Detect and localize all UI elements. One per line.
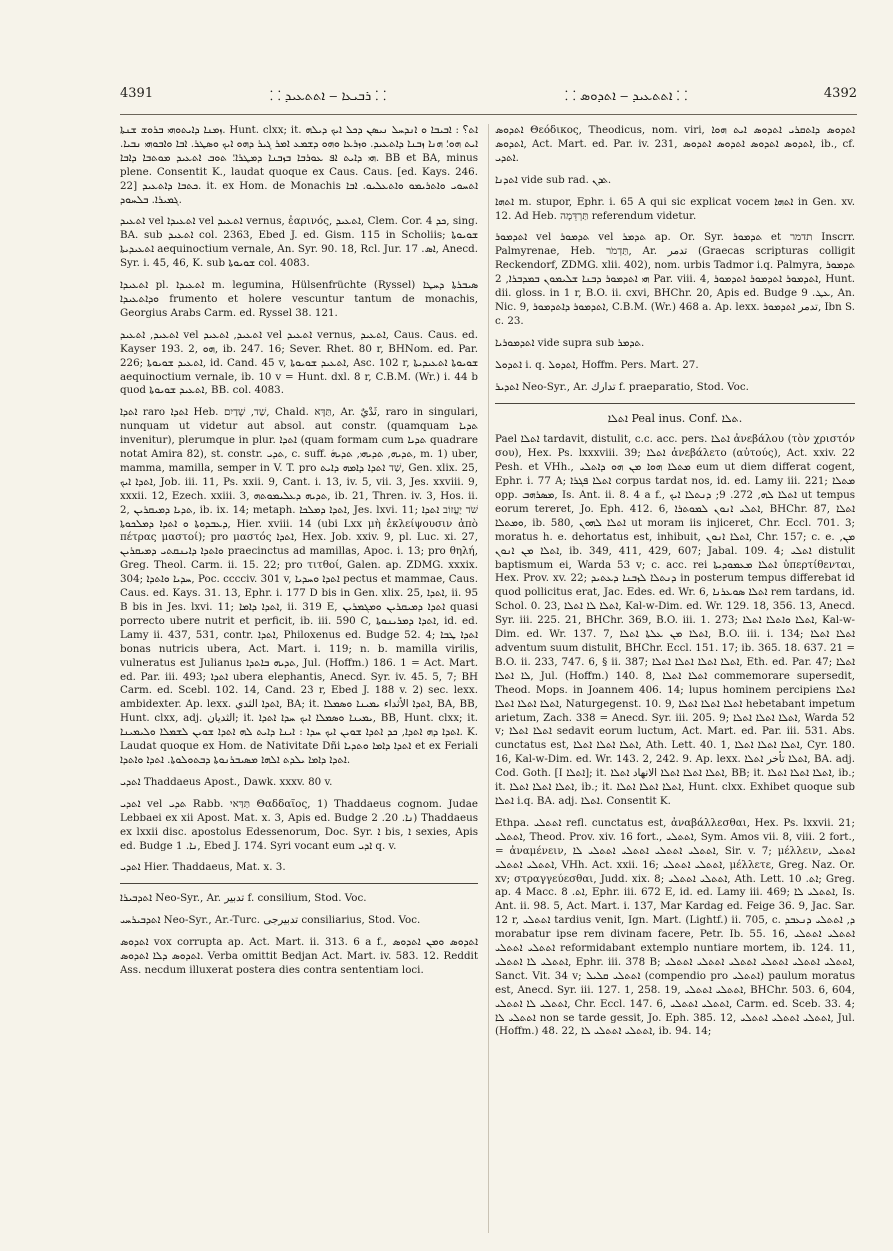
entry: ܐܬܥܝܕ vel ܐܬܥܝܕܐ vel ܐܬܥܝܕ vernus, ἐαρινός, ܐܬܥܝܕ, Clem. Cor. ܟܕ 4, sing. BA. sub ܐܬܥܝܕ col. 2363, Ebed J. ed. Gism. 115 in Scholiis; ܫܘܝܘܬܐ ܐܬܥܝܕܝܬܐ aequinoctium vernale, An. Syr. 90. 18, Rcl. Jur. ܐܣ. 17, Anecd. Syr. i. 45, 46, K. sub ܫܘܝܘܬܐ col. 4083. — [120, 215, 478, 270]
entry: ܐܬܕܘܣ Θεόδικος, Theodicus, nom. viri, ܐܬܕܘܣ ܕܐܬܩܪܝ ܐܬܕܘܣ ܐܝܬ ܗܘܐ ܐܬܕܘܣ, Act. Mart. ed. Par. iv. 231, ܐܬܕܘܣ ܐܬܕܘܣ ܐܬܕܘܣ ܐܬܕܘܣ, ib., cf. ܐܬܕܝ. — [495, 124, 855, 164]
entry: Ethpa. ܐܬܬܠܝ refl. cunctatus est, ἀναβάλλεσθαι, Hex. Ps. lxxvii. 21; ܐܬܬܠܝ, Theod. Prov. xiv. 16 fort., ܐܬܬܠܝ, Sym. Amos vii. 8, viii. 2 fort., = ἀναμένειν, ܐܬܬܠܝ ܐܬܬܠܝ ܐܬܬܠܝ ܐܬܬܠܝ ܠܐ, Sir. v. 7; μέλλειν, ܐܬܬܠܝ ܐܬܬܠܝ ܐܬܬܠܝ, VHh. Act. xxii. 16; ܐܬܬܠܝ ܐܬܬܠܝ, μέλλετε, Greg. Naz. Or. xv; στραγγεύεσθαι, Judd. xix. 8; ܐܬܬܠܝ ܐܬܬܠܝ, Ath. Lett. ܐܬ. 10; Greg. ap. 4 Macc. ܐܬ. 8, Ephr. iii. 672 E, id. ed. Lamy iii. 469; ܐܬܬܠܝ ܠܐ, Is. Ant. ii. 98. 5, Act. Mart. i. 137, Mar Kardag ed. Feige 36. 9, Jac. Sar. 12 r, ܐܬܬܠܝ tardius venit, Ign. Mart. (Lightf.) ii. 705, c. ܕ, ܐܬܬܠܝ ܕܢܥܒܕ morabatur ipse rem divinam facere, Petr. Ib. 55. 16, ܐܬܬܠܝ ܐܬܬܠܝ ܐܬܬܠܝ ܐܬܬܠܝ reformidabant extemplo nuntiare mortem, ib. 124. 11, ܐܬܬܠܝ ܠܐ ܐܬܬܠܝ, Ephr. iii. 378 B; ܐܬܬܠܝ ܐܬܬܠܝ ܐܬܬܠܝ ܐܬܬܠܝ ܐܬܬܠܝ ܐܬܬܠܝ, Sanct. Vit. 34 v; ܐܬܬܠܝ ܩܠܝܠ (compendio pro ܐܬܬܠܝ) paulum moratus est, Anecd. Syr. iii. 127. 1, 258. 19, ܐܬܬܠܝ ܐܬܬܠܝ, BHChr. 503. 6, 604, ܐܬܬܠܝ ܠܐ ܐܬܬܠܝ, Chr. Eccl. 147. 6, ܐܬܬܠܝ ܐܬܬܠܝ, Carm. ed. Sceb. 33. 4; ܐܬܬܠܝ ܠܐ non se tarde gessit, Jo. Eph. 385. 12, ܐܬܬܠܝ ܐܬܬܠܝ ܐܬܬܠܝ, Jul. (Hoffm.) 48. 22, ܐܬܬܠܝ ܐܬܬܠܝ ܠܐ, ib. 94. 14; — [495, 816, 855, 1038]
section-rule — [120, 883, 478, 884]
entry: ܐܬܕܘܣ vox corrupta ap. Act. Mart. ii. 313. 6 a f., ܐܬܕܘܣ ܘܡܢ ܐܬܕܘܣ ܐܬܕܘܣ ܕܠܐ ܐܬܕܘܣ. Verba omittit Bedjan Act. Mart. iv. 583. 12. Reddit Ass. necdum illuxerat postera dies contra sententiam loci. — [120, 936, 478, 976]
running-header — [120, 86, 857, 108]
page-number-left: 4391 — [120, 86, 154, 101]
entry: ܐܬܕܒܝܪܐ Neo-Syr., Ar. تدبير f. consilium, Stod. Voc. — [120, 892, 367, 905]
entry: ܐܬܕܒܝܪܚܝ Neo-Syr., Ar.-Turc. تدبيرجى consiliarius, Stod. Voc. — [120, 914, 421, 927]
section-rule — [495, 403, 855, 404]
entry: ܐܬܕܡܘܪܝܐ vide supra sub ܬܕܡܪ. — [495, 336, 645, 349]
entry: ܐܬܗܐ m. stupor, Ephr. i. 65 A qui sic explicat vocem ܐܬܗܐ in Gen. xv. 12. Ad Heb. תַּרְדֵּמָה referendum videtur. — [495, 195, 855, 222]
entry: ܐܬܕܘܠ i. q. ܐܬܕܘܠ, Hoffm. Pers. Mart. 27. — [495, 358, 699, 371]
entry: ܐܬܕܝ Thaddaeus Apost., Dawk. xxxv. 80 v. — [120, 775, 333, 788]
left-column — [120, 124, 478, 1233]
entry: ܐܬܥܝܕܐ pl. ܐܬܥܝܕܐ m. legumina, Hülsenfrüchte (Ryssel) ܣܝܒܪܬܐ ܕܚܛܐ ܘܕܐܬܥܝܕܐ frumento et holere vescuntur tantum de monachis, Georgius Arabs Carm. ed. Ryssel 38. 121. — [120, 279, 478, 319]
entry: ܐܬܥܝܕ, ܐܬܥܝܕ vel ܐܬܥܝܕ, ܐܬܥܝܕ vel ܐܬܥܝܕ vernus, ܐܬܥܝܕ, Caus. Caus. ed. Kayser 193. 2, ܗܘ, ib. 247. 16; Sever. Rhet. 80 r, BHNom. ed. Par. 226; ܐܬܥܝܕ ܫܘܝܘܬܐ, id. Cand. 45 v, ܐܬܥܝܕ ܫܘܝܘܬܐ, Asc. 102 r, ܫܘܝܘܬܐ ܐܬܥܝܕܝܬܐ aequinoctium vernale, ib. 10 v = Hunt. dxl. 8 r, C.B.M. (Wr.) i. 44 b quod ܐܬܥܝܕ ܫܘܝܘܬܐ, BB. col. 4083. — [120, 328, 478, 397]
entry: ܐܬܕܡܘܪ vel ܬܕܡܘܪ vel ܬܕܡܪ ap. Or. Syr. ܬܕܡܘܪ et תדמר Inscrr. Palmyrenae, Heb. תַּדְמֹר, Ar. تدمر (Graecas scripturas colligit Reckendorf, ZDMG. xlii. 402), nom. urbis Tadmor i.q. Palmyra, ܬܕܡܘܪ ܗܝ ܐܬܕܡܘܪ ܕܒܢܐ ܫܠܝܡܘܢ ܒܡܕܒܪܐ, 2 Par. viii. 4, ܐܬܕܡܘܪ ܐܬܕܡܘܪ ܐܬܕܡܘܪ, Hunt. dii. gloss. in 1 r, B.O. ii. cxvi, BHChr. 20, Apis ed. Budge ܥܛ. 9, An. Nic. 9, ܐܬܕܡܘܪ ܕܐܬܕܡܘܪ, C.B.M. (Wr.) 468 a. Ap. lexx. تدمر ܐܬܕܡܘܪ, Ibn S. c. 23. — [495, 231, 855, 327]
right-column — [495, 124, 855, 1233]
entry: ܐܬܕܢܐ vide sub rad. ܬܕܢ. — [495, 173, 612, 186]
entry: ܐܬܕܝܪ Neo-Syr., Ar. تدارك f. praeparatio, Stod. Voc. — [495, 380, 749, 393]
header-rule — [120, 114, 857, 115]
entry: ܙܡܢܐ ܕܐܝܬܘܗܝ ܒܪܘܫ ܫܢܬܐ. Hunt. clxx; it. ܐܬ؟ : ܐܒܝܒܐ ܘ ܐܢܕܚܠ ܢܝܣܢ ܕܟܠ ܐܝܟ ܕܝܠܗ ܐܝܬ ܗܘ؛ ܗܢܐ ܙܒܢܐ ܕܐܬܥܝܕ. ܘܙܪܥܐ ܘܗܘ ܕܫܡܥ ܐܡܪ ܓܝܪ ܕܗܘ ܐܝܟ ܘܣܛܪ. ܐܒܐ ܘܐܒܘܗܝ ܢܒܝܐ. ܗܝ ܕܐܝܬ ܐܦ ܥܘܪܒܐ ܒܙܒܢܐ ܕܡܛܪܐ؛ ܬܘܒ ܐܬܥܝܕ ܡܘܬܒܐ ܕܐܒܐ. BB et BA, minus plene. Consentit K., laudat quoque ex Caus. Caus. [ed. Kays. 246. 22] ܟܬܒܐ ܕܐܬܥܝܕ. it. ex Hom. de Monachis ܐܬܚܘܝ ܘܐܬܪܝܡܘ ܘܐܬܥܠܝܘ. ܐܒܐ ܓܡܝܪܐ. ܒܠܚܘܕ. — [120, 124, 478, 206]
entry: ܐܬܕܝ Hier. Thaddaeus, Mat. x. 3. — [120, 861, 286, 874]
entry: ܐܬܕܐ raro ܐܬܕܐ Heb. שַׁד, שָׁדַיִם, Chald. תַּדָּא, Ar. ثَدْيٌ, raro in singulari, nunquam ut videtur aut absol. aut constr. (quamquam ܬܕܝܐ invenitur), plerumque in plur. ܐܬܕܐ (quam formam cum ܬܕܝܐ quadrare notat Amira 82), st. constr. ܬܕܝ, c. suff. ܬܕܝܗ, ܬܕܝܗܝ, ܬܕܝܗܿ, m. 1) uber, mamma, mamilla, semper in V. T. pro שַׁד ܐܬܕܐ ܕܐܡܗ ܕܐܝܬ, Gen. xlix. 25, ܐܬܕܐ ܐܝܟ, Job. iii. 11, Ps. xxii. 9, Cant. i. 13, iv. 5, vii. 3, Jes. xxviii. 9, xxxii. 12, Ezech. xxiii. 3, ܬܕܝܗ ܕܥܠܝܡܘܬܗ, ib. 21, Thren. iv. 3, Hos. ii. 2, ܬܕܝܐ ܕܡܝܩܪܝܢ, ib. ix. 14; metaph. ܐܬܕܐ ܕܡܠܟܐ, Jes. lxvi. 11; שֹׁד יַעֲזוֹב ܐܬܕܐ ܕܥܒܕܘܬܐ ܘ ܐܬܕܐ ܕܡܠܟܘܬܐ, Hier. xviii. 14 (ubi Lxx μὴ ἐκλείψουσιν ἀπὸ πέτρας μαστοί); pro μαστός ܐܬܕܐ, Hex. Job. xxiv. 9, pl. Luc. xi. 27, ܘܐܬܕܐ ܕܐܝܢܩܬܝ ܕܡܝܩܪܝܢ praecinctus ad mamillas, Apoc. i. 13; pro θηλή, Greg. Theol. Carm. ii. 15. 22; pro τιτθοί, Galen. ap. ZDMG. xxxix. 304; ܚܕܝܐ ܘܐܬܕܐ, Poc. cccciv. 301 v, ܐܬܕܐ ܘܚܕܝܐ pectus et mammae, Caus. Caus. ed. Kays. 31. 13, Ephr. i. 177 D bis in Gen. xlix. 25, ܐܬܕܐ, ii. 95 B bis in Jes. lxvi. 11; ܐܬܕܐ ܕܐܡܐ, ii. 319 E, ܐܬܕܐ ܕܡܝܩܪܝܢ ܘܡܓܡܪܝܢ quasi porrecto ubere nutrit et perficit, ib. iii. 590 C, ܐܬܕܐ ܕܡܪܝܢܘܬܐ, id. ed. Lamy ii. 437, 531, contr. ܐܬܕܐ, Philoxenus ed. Budge 52. 4; ܐܬܕܐ ܛܒܐ bonas nutricis ubera, Act. Mart. i. 119; n. b. mamilla virilis, vulneratus est Julianus ܬܕܝܗ ܒܐܬܕܐ, Jul. (Hoffm.) 186. 1 = Act. Mart. ed. Par. iii. 493; ܐܬܕܐ ubera elephantis, Anecd. Syr. iv. 45. 5, 7; BH Carm. ed. Scebl. 102. 14, Cand. 23 r, Ebed J. 188 v. 2) sec. lexx. ambidexter. Ap. lexx. ܐܬܕܐ الثدي, BA; it. ܐܬܕܐ الأثداء ܝܡܝܢܐ ܘܣܡܠܐ, BA, BB, Hunt. clxx, adj. الثديان; it. ܝܡܝܢܐ ܘܣܡܠܐ ܐܝܟ ܚܕܐ ܐܬܕܐ, BB, Hunt. clxx; it. ܐܬܕܐ ܕܗ ܐܬܕܐ, ܟܕ ܐܬܕܐ ܫܘܝܢ ܐܝܟ ܚܕܐ : ܐܝܢܐ ܕܐܝܬ ܠܗ ܐܬܕܐ ܫܘܝܢ ܠܫܡܠܐ ܘܠܝܡܝܢܐ. K. Laudat quoque ex Hom. de Nativitate Dñi ܐܬܕܐ ܕܐܡܐ ܘܬܕܝܐ et ex Feriali ܐܬܕܐ ܕܐܡܐ ܝܠܕܬ ܐܠܗܐ ܡܣܝܒܪܢܘܬܐ ܕܒܬܘܠܘܬܐ. ܐܬܕܐ ܘܐܬܕܐ. — [120, 406, 478, 766]
page-number-right: 4392 — [823, 86, 857, 101]
running-title-left: ⸬ ܪܒܝܥܐ ‒ ܐܬܬܥܝܕ ⸬ — [270, 89, 387, 104]
entry: ܐܬܕܝ vel ܬܕܝ Rabb. תַּדַּאי Θαδδαῖος, 1) Thaddaeus cognom. Judae Lebbaei ex xii Apost. Mat. x. 3, Apis ed. Budge ܢܐ. 20. 2) Thaddaeus ex lxxii disc. apostolus Edessenorum, Doc. Syr. ܐ bis, ܐ sexies, Apis ed. Budge ܢܐ. 1, Ebed J. 174. Syri vocant eum ܐܕܝ q. v. — [120, 797, 478, 852]
column-divider — [488, 124, 489, 1233]
running-title-right: ⸬ ܐܬܬܥܝܕ ‒ ܐܬܕܘܣ ⸬ — [565, 89, 688, 104]
root-heading: ܐܬܠܐ Peal inus. Conf. ܬܠܐ. — [607, 411, 743, 425]
entry: Pael ܐܬܠܐ tardavit, distulit, c.c. acc. pers. ܐܬܠܐ ἀνεβάλου (τὸν χριστόν σου), Hex. Ps. lxxxviii. 39; ܐܬܠܐ ἀνεβάλετο (αὐτούς), Act. xxiv. 22 Pesh. et VHh., ܡܬܠܐ ܗܘܐ ܡܢ ܗܘ ܕܐܬܠܝ eum ut diem differat cogent, Ephr. i. 77 A; ܐܬܠܐ ܦܓܪܐ corpus tardat nos, id. ed. Lamy iii. 221; ܡܬܠܐ opp. ܡܣܪܗܒ, Is. Ant. ii. 8. 4 a f., ܐܬܠܐ ܠܗ, 272. 9; ܕܢܬܠܐ ܐܝܟ ut tempus eorum tereret, Jo. Eph. 412. 6, ܐܬܠܝ ܐܢܘܢ ܠܡܘܬܪܐ, BHChr. 87, ܐܬܠܐ ܘܡܬܠܐ, ib. 580, ܐܬܠܐ ܠܗܘܢ ut moram iis injiceret, Chr. Eccl. 701. 3; moratus h. e. dehortatus est, inhibuit, ܐܬܠܐ ܐܢܘܢ, Chr. 157; c. e. ܡܢ, ܐܬܠܐ ܡܢ ܐܢܘܢ, ib. 349, 411, 429, 607; Jabal. 109. 4; ܐܬܠܝ distulit baptismum ei, Warda 53 v; c. acc. rei ܐܬܠܐ ܡܥܡܘܕܝܬܐ ὑπερτίθενται, Hex. Prov. xv. 22; ܕܢܬܠܐ ܠܙܒܢܐ ܕܥܬܝܕ in posterum tempus differebat id quod pollicitus erat, Jac. Edes. ed. Wr. 6, ܐܬܠܐ ܣܘܥܪܢܐ rem tardans, id. Schol. 0. 23, ܐܬܠܐ ܠܐ ܐܬܠܐ, Kal-w-Dim. ed. Wr. 129. 18, 356. 13, Anecd. Syr. iii. 225. 21, BHChr. 369, B.O. iii. 1. 273; ܐܬܠܐ ܘܐܬܠܐ ܐܬܠܐ, Kal-w-Dim. ed. Wr. 137. 7, ܐܬܠܐ ܡܢ ܥܠܬܐ ܐܬܠܐ, B.O. iii. i. 134; ܐܬܠܐ ܐܬܠܐ adventum suum distulit, BHChr. Eccl. 151. 17; ib. 365. 18. 637. 21 = B.O. ii. 233, 747. 6, § ii. 387; ܐܬܠܐ ܐܬܠܐ ܐܬܠܐ ܐܬܠܐ, Eth. ed. Par. 47; ܐܬܠܐ ܠܐ ܐܬܠܐ, Jul. (Hoffm.) 140. 8, ܐܬܠܐ ܐܬܠܐ commemorare supersedit, Theod. Mops. in Joannem 406. 14; lupus hominem percipiens ܐܬܠܐ ܐܬܠܐ ܐܬܠܐ ܐܬܠܐ, Naturgegenst. 10. 9, ܐܬܠܐ ܐܬܠܐ ܐܬܠܐ hebetabant impetum arietum, Zach. 338 = Anecd. Syr. iii. 205. 9; ܐܬܠܐ ܐܬܠܐ ܐܬܠܐ, Warda 52 v; ܐܬܠܐ ܐܬܠܐ sedavit eorum luctum, Act. Mart. ed. Par. iii. 531. Abs. cunctatus est, ܐܬܠܐ ܐܬܠܐ ܐܬܠܐ, Ath. Lett. 40. 1, ܐܬܠܐ ܐܬܠܐ ܐܬܠܐ, Cyr. 180. 16, Kal-w-Dim. ed. Wr. 143. 2, 242. 9. Ap. lexx. ܐܬܠܐ تأخر ܐܬܠܐ, BA. adj. Cod. Goth. [I ܐܬܠܐ]; it. ܐܬܠܐ ܐܬܠܐ ܐܬܠܐ الانهاد ܐܬܠܐ, BB; it. ܐܬܠܐ ܐܬܠܐ ܐܬܠܐ, ib.; it. ܐܬܠܐ ܐܬܠܐ ܐܬܠܐ, ib.; it. ܐܬܠܐ ܐܬܠܐ ܐܬܠܐ, Hunt. clxx. Exhibet quoque sub ܐܬܠܐ i.q. BA. adj. ܐܬܠܐ. Consentit K. — [495, 433, 855, 807]
